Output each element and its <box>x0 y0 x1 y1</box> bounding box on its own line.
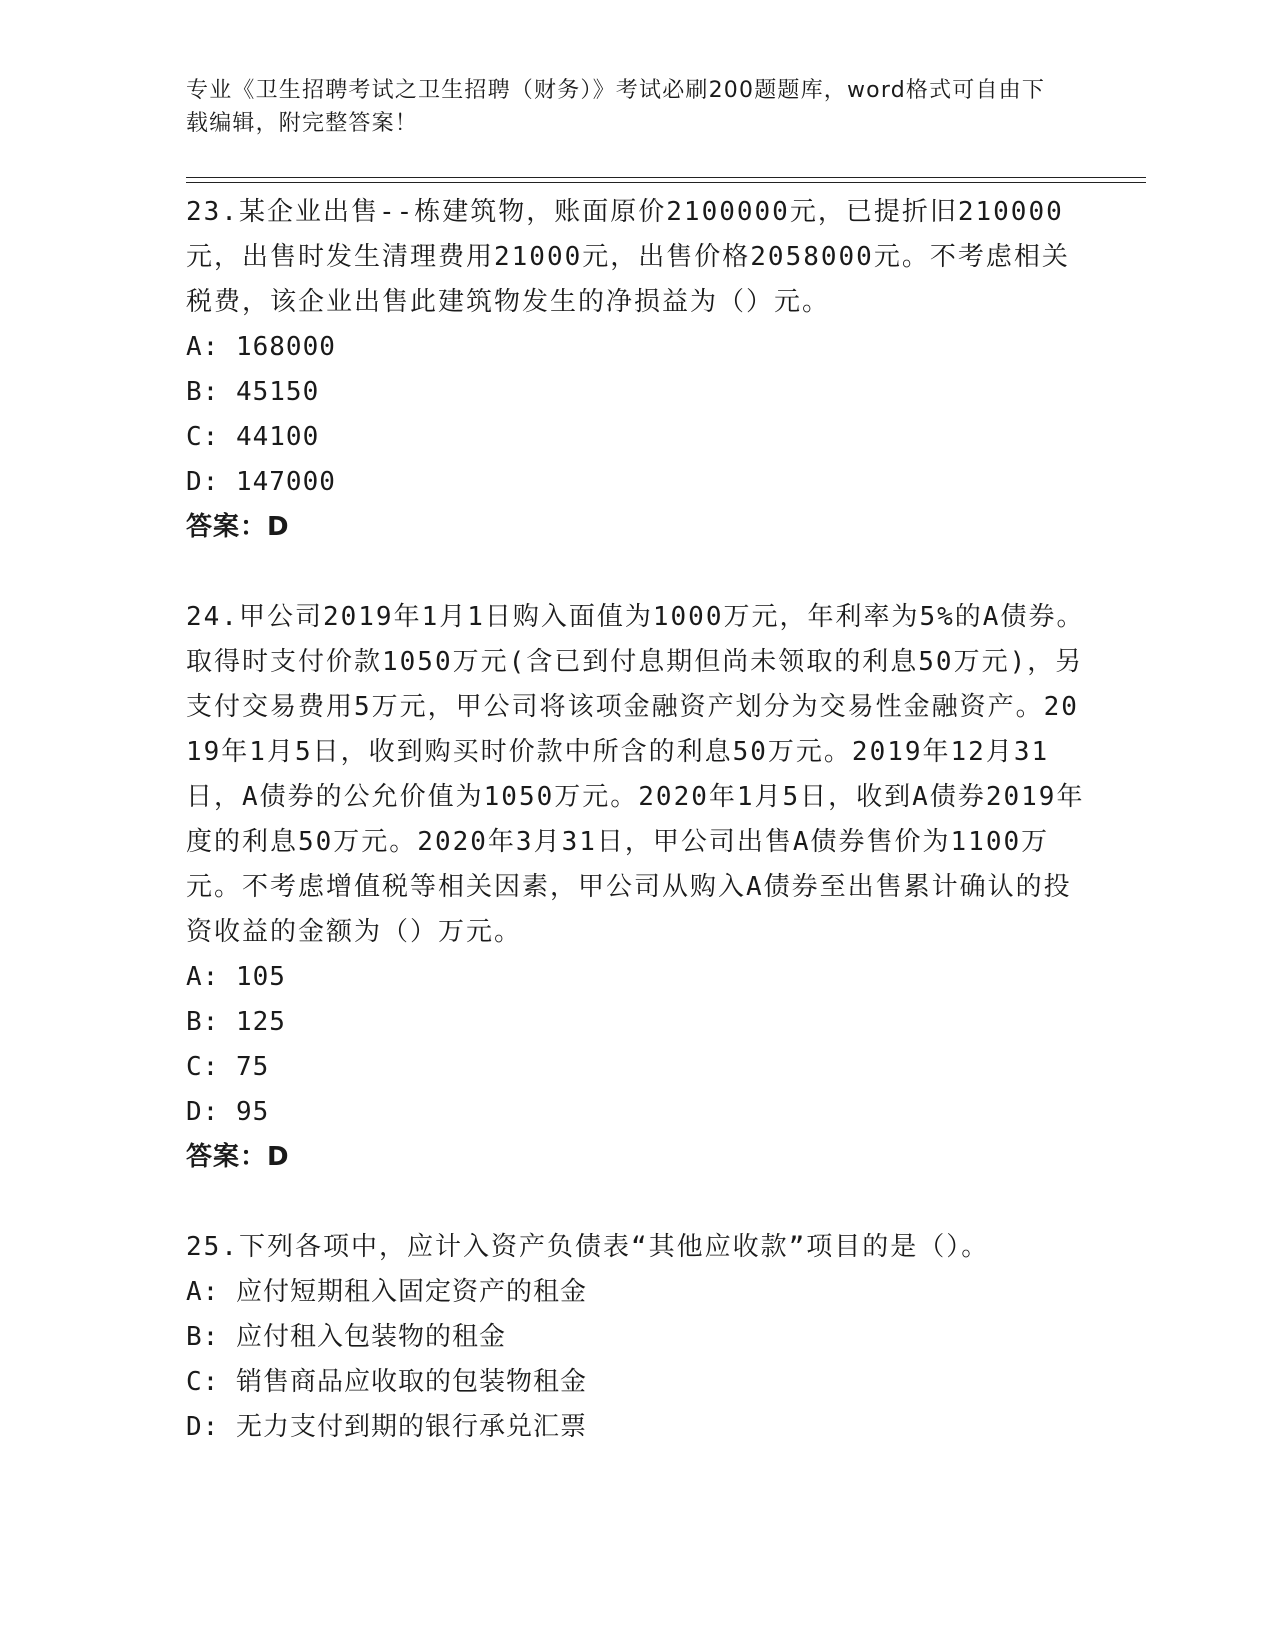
option-c: C: 44100 <box>186 422 320 452</box>
question-text: 24.甲公司2019年1月1日购入面值为1000万元，年利率为5%的A债券。取得时支付价款1050万元(含已到付息期但尚未领取的利息50万元)，另支付交易费用5万元，甲公司将该项金融资产划分为交易性金融资产。2019年1月5日，收到购买时价款中所含的利息50万元。2019年12月31日，A债券的公允价值为1050万元。2020年1月5日，收到A债券2019年度的利息50万元。2020年3月31日，甲公司出售A债券售价为1100万元。不考虑增值税等相关因素，甲公司从购入A债券至出售累计确认的投资收益的金额为（）万元。 <box>186 602 1085 947</box>
option-b: B: 125 <box>186 1007 286 1037</box>
question-24 <box>186 595 1086 1180</box>
document-header: 专业《卫生招聘考试之卫生招聘（财务）》考试必刷200题题库，word格式可自由下载编辑，附完整答案！ <box>186 78 1046 136</box>
question-23 <box>186 190 1086 550</box>
spacer <box>186 550 1086 595</box>
header-divider-bottom <box>186 182 1146 183</box>
option-b: B: 应付租入包装物的租金 <box>186 1322 506 1352</box>
answer-line: 答案：D <box>186 512 290 542</box>
option-d: D: 95 <box>186 1097 270 1127</box>
option-a: A: 应付短期租入固定资产的租金 <box>186 1277 587 1307</box>
questions-list <box>186 190 1086 1450</box>
option-c: C: 销售商品应收取的包装物租金 <box>186 1367 587 1397</box>
question-25 <box>186 1225 1086 1450</box>
spacer <box>186 1180 1086 1225</box>
question-text: 25.下列各项中，应计入资产负债表“其他应收款”项目的是（）。 <box>186 1232 990 1262</box>
option-c: C: 75 <box>186 1052 270 1082</box>
header-divider-top <box>186 177 1146 178</box>
option-d: D: 147000 <box>186 467 336 497</box>
option-d: D: 无力支付到期的银行承兑汇票 <box>186 1412 587 1442</box>
answer-line: 答案：D <box>186 1142 290 1172</box>
option-b: B: 45150 <box>186 377 320 407</box>
option-a: A: 168000 <box>186 332 336 362</box>
question-text: 23.某企业出售--栋建筑物，账面原价2100000元，已提折旧210000元，出售时发生清理费用21000元，出售价格2058000元。不考虑相关税费，该企业出售此建筑物发生的净损益为（）元。 <box>186 197 1070 317</box>
option-a: A: 105 <box>186 962 286 992</box>
